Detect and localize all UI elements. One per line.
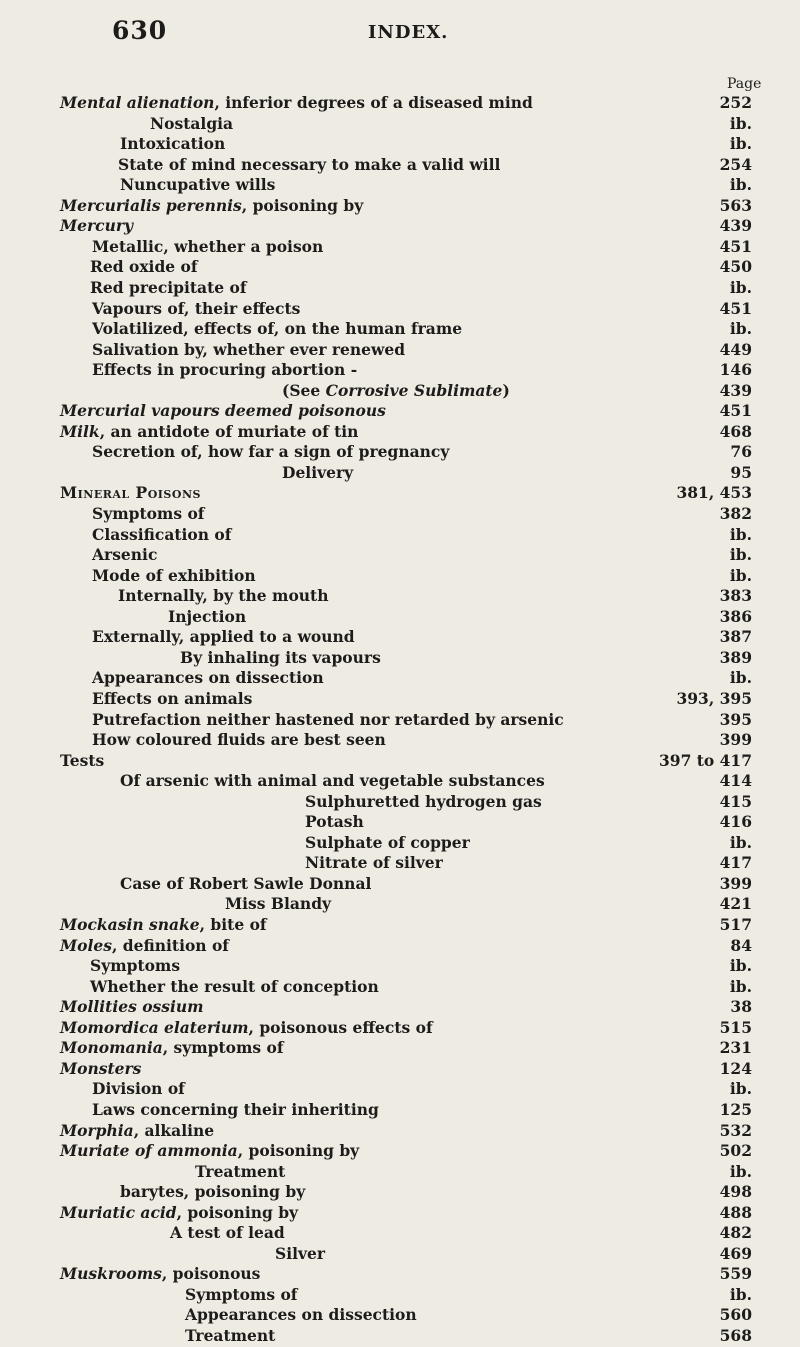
index-entry [185,1284,297,1306]
entry-page-ref: 95 [730,463,752,482]
entry-page-ref: 451 [719,401,752,420]
index-entry [60,1058,141,1080]
entry-text: Mollities ossium [60,997,204,1016]
entry-text: Morphia, alkaline [60,1121,215,1140]
entry-page-ref: 417 [719,853,752,872]
entry-text: Secretion of, how far a sign of pregnancy [92,442,450,461]
index-entry [168,606,246,628]
index-entry [90,277,247,299]
entry-page-ref: ib. [729,1285,752,1304]
index-entry [60,92,533,114]
entry-text: Red oxide of [90,257,198,276]
index-entry [120,770,545,792]
entry-text: State of mind necessary to make a valid will [118,155,501,174]
entry-page-ref: 421 [719,894,752,913]
index-entry [92,544,157,566]
entry-page-ref: ib. [729,134,752,153]
entry-text: Intoxication [120,134,226,153]
entry-text: Muskrooms, poisonous [60,1264,261,1283]
entry-text: Mercury [60,216,134,235]
index-entry [60,1017,433,1039]
entry-text: Milk, an antidote of muriate of tin [60,422,359,441]
entry-text: Vapours of, their effects [92,299,301,318]
entry-page-ref: 416 [719,812,752,831]
entry-text: Treatment [195,1162,286,1181]
entry-text: Moles, definition of [60,936,229,955]
index-entry [90,955,180,977]
entry-page-ref: 382 [719,504,752,523]
entry-text: Miss Blandy [225,894,332,913]
entry-text: Sulphuretted hydrogen gas [305,792,542,811]
entry-text: Mineral Poisons [60,483,201,502]
entry-text: Momordica elaterium, poisonous effects of [60,1018,433,1037]
entry-page-ref: ib. [729,175,752,194]
entry-text: Nuncupative wills [120,175,276,194]
index-entry [92,339,405,361]
entry-page-ref: 488 [719,1203,752,1222]
entry-page-ref: 532 [719,1121,752,1140]
entry-text: Symptoms of [92,504,205,523]
entry-text: Injection [168,607,247,626]
index-entry [92,729,386,751]
entry-page-ref: 231 [719,1038,752,1057]
entry-text: Internally, by the mouth [118,586,329,605]
index-entry [60,215,133,237]
entry-text: Muriate of ammonia, poisoning by [60,1141,360,1160]
entry-text: Tests [60,751,105,770]
index-entry [60,195,363,217]
index-entry [90,976,379,998]
entry-text: Appearances on dissection [185,1305,417,1324]
entry-text: Nostalgia [150,114,234,133]
index-entry [275,1243,325,1265]
entry-page-ref: 389 [719,648,752,667]
index-entry [92,524,231,546]
entry-page-ref: ib. [729,278,752,297]
index-entry [60,1140,359,1162]
entry-page-ref: 383 [719,586,752,605]
index-entry [60,750,104,772]
entry-page-ref: 381, 453 [676,483,752,502]
page-title: INDEX. [368,22,449,43]
entry-page-ref: 482 [719,1223,752,1242]
index-entry [92,688,252,710]
index-entry [92,1099,379,1121]
entry-text: Potash [305,812,364,831]
index-entry [60,914,267,936]
index-entry [60,1037,284,1059]
index-entry [60,400,386,422]
entry-text: Mental alienation, inferior degrees of a diseased mind [60,93,533,112]
entry-text: Externally, applied to a wound [92,627,355,646]
index-entry [150,113,233,135]
entry-text: Putrefaction neither hastened nor retarded by arsenic [92,710,564,729]
index-entry [60,1202,298,1224]
entry-text: How coloured fluids are best seen [92,730,386,749]
entry-page-ref: 439 [719,216,752,235]
entry-page-ref: 254 [719,155,752,174]
entry-page-ref: 560 [719,1305,752,1324]
entry-text: Laws concerning their inheriting [92,1100,379,1119]
entry-text: A test of lead [170,1223,285,1242]
entry-text: Effects on animals [92,689,253,708]
index-entry [92,1078,185,1100]
entry-text: Case of Robert Sawle Donnal [120,874,372,893]
entry-page-ref: ib. [729,977,752,996]
entry-text: barytes, poisoning by [120,1182,306,1201]
entry-page-ref: 568 [719,1326,752,1345]
entry-page-ref: 252 [719,93,752,112]
entry-text: Sulphate of copper [305,833,470,852]
index-entry [195,1161,285,1183]
index-entry [60,1263,260,1285]
index-entry [60,996,204,1018]
entry-text: Delivery [282,463,354,482]
entry-page-ref: 397 to 417 [659,751,752,770]
index-entry [305,791,542,813]
index-entry [92,626,355,648]
index-entry [92,298,300,320]
entry-text: Treatment [185,1326,276,1345]
index-entry [90,256,198,278]
index-entry [282,462,353,484]
entry-text: Muriatic acid, poisoning by [60,1203,299,1222]
entry-page-ref: ib. [729,566,752,585]
entry-text: Division of [92,1079,185,1098]
entry-text: Appearances on dissection [92,668,324,687]
entry-page-ref: ib. [729,833,752,852]
index-entry [170,1222,285,1244]
entry-page-ref: ib. [729,319,752,338]
entry-page-ref: ib. [729,668,752,687]
index-entry [185,1304,417,1326]
entry-text: Symptoms of [185,1285,298,1304]
page-column-label: Page [727,76,762,92]
index-entry [120,174,275,196]
index-entry [180,647,381,669]
index-entry [120,133,225,155]
entry-text: Silver [275,1244,326,1263]
index-entry [60,1120,214,1142]
entry-text: Monomania, symptoms of [60,1038,284,1057]
index-entry [305,832,470,854]
entry-page-ref: 399 [719,730,752,749]
entry-page-ref: 386 [719,607,752,626]
entry-text: Red precipitate of [90,278,247,297]
entry-page-ref: 502 [719,1141,752,1160]
index-entry [305,811,364,833]
index-entry [225,893,331,915]
entry-text: Effects in procuring abortion - [92,360,358,379]
entry-text: Of arsenic with animal and vegetable substances [120,771,545,790]
entry-page-ref: 451 [719,299,752,318]
index-entry [120,873,371,895]
entry-page-ref: 449 [719,340,752,359]
index-entry [92,709,564,731]
index-entry [60,421,358,443]
entry-page-ref: 517 [719,915,752,934]
index-entry [92,441,449,463]
index-entry [92,667,324,689]
entry-page-ref: 38 [730,997,752,1016]
entry-page-ref: 450 [719,257,752,276]
entry-page-ref: ib. [729,956,752,975]
index-entry [92,359,357,381]
entry-page-ref: ib. [729,1162,752,1181]
entry-page-ref: 399 [719,874,752,893]
entry-page-ref: 387 [719,627,752,646]
entry-page-ref: ib. [729,545,752,564]
index-entry [305,852,443,874]
entry-page-ref: 146 [719,360,752,379]
entry-page-ref: 559 [719,1264,752,1283]
entry-page-ref: 414 [719,771,752,790]
entry-page-ref: ib. [729,114,752,133]
index-entry [120,1181,305,1203]
entry-text: Whether the result of conception [90,977,379,996]
entry-text: Mode of exhibition [92,566,256,585]
entry-page-ref: 395 [719,710,752,729]
index-entry [282,380,510,402]
entry-page-ref: 469 [719,1244,752,1263]
entry-page-ref: ib. [729,1079,752,1098]
index-entry [118,585,328,607]
index-entry [185,1325,275,1347]
entry-page-ref: 563 [719,196,752,215]
entry-page-ref: 468 [719,422,752,441]
entry-page-ref: ib. [729,525,752,544]
index-entry [92,503,204,525]
entry-page-ref: 124 [719,1059,752,1078]
index-entry [92,318,462,340]
index-entry [118,154,500,176]
entry-text: Nitrate of silver [305,853,443,872]
entry-page-ref: 498 [719,1182,752,1201]
entry-text: Symptoms [90,956,181,975]
entry-page-ref: 84 [730,936,752,955]
page-number: 630 [112,16,168,45]
entry-text: Mockasin snake, bite of [60,915,267,934]
index-entry [60,482,201,504]
entry-text: (See Corrosive Sublimate) [282,381,510,400]
entry-text: Monsters [60,1059,142,1078]
entry-text: Arsenic [92,545,158,564]
entry-text: Salivation by, whether ever renewed [92,340,406,359]
entry-page-ref: 125 [719,1100,752,1119]
index-entry [92,236,323,258]
entry-page-ref: 515 [719,1018,752,1037]
entry-page-ref: 439 [719,381,752,400]
index-entry [92,565,256,587]
entry-page-ref: 393, 395 [676,689,752,708]
entry-page-ref: 415 [719,792,752,811]
entry-text: Metallic, whether a poison [92,237,324,256]
entry-text: By inhaling its vapours [180,648,381,667]
entry-text: Mercurialis perennis, poisoning by [60,196,364,215]
entry-page-ref: 76 [730,442,752,461]
entry-text: Mercurial vapours deemed poisonous [60,401,386,420]
index-entry [60,935,229,957]
entry-page-ref: 451 [719,237,752,256]
page-header [0,16,800,50]
entry-text: Volatilized, effects of, on the human frame [92,319,463,338]
entry-text: Classification of [92,525,232,544]
